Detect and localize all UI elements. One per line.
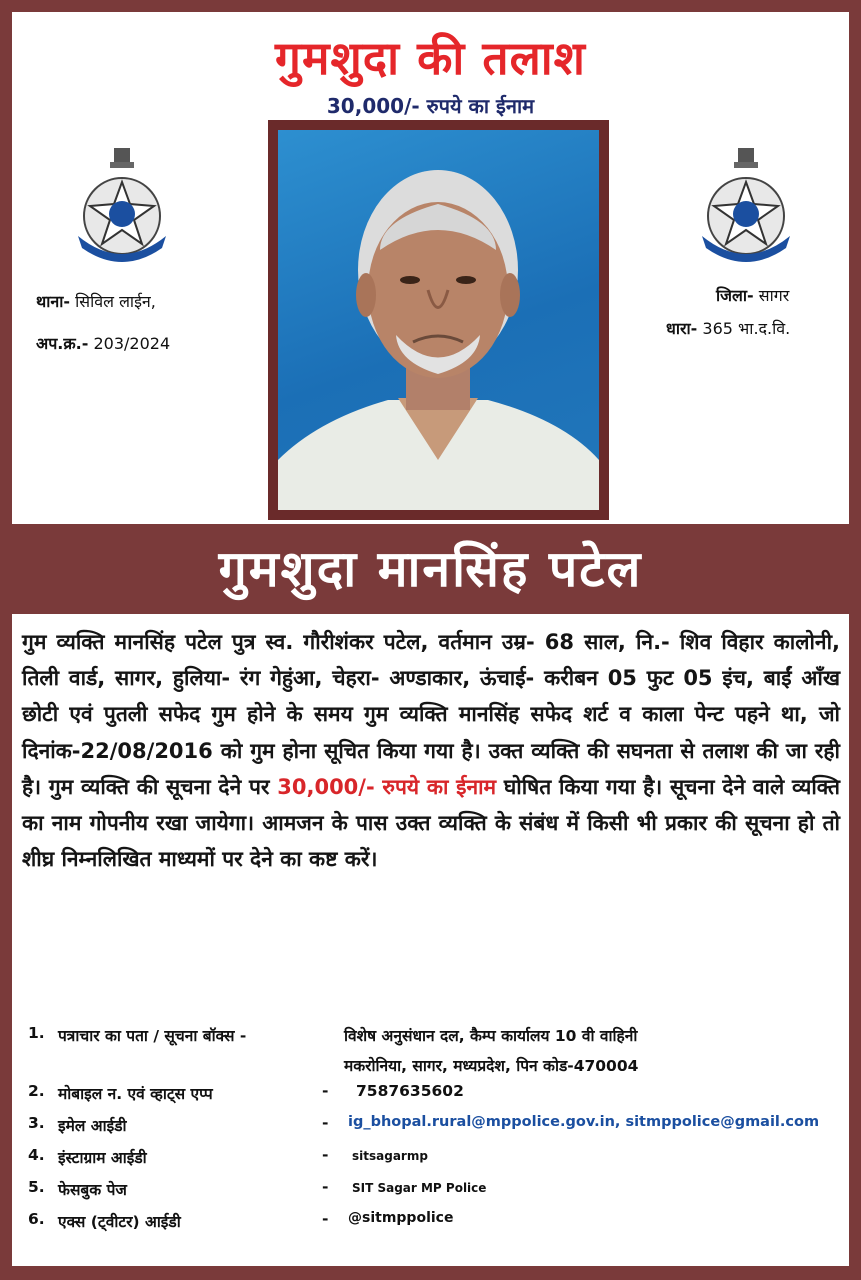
description-part2: घोषित किया गया है। सूचना देने वाले व्यक्ति का नाम गोपनीय रखा जायेगा। आमजन के पास उक्त व्यक्ति के संबंध में किसी भी प्रकार की सूचना हो तो शीघ्र निम्नलिखित माध्यमों पर देने का कष्ट करें। [22,774,841,872]
description-text [22,624,840,877]
contact-row-mobile [22,1082,840,1114]
contact-dash: - [322,1146,329,1164]
contact-number: 1. [28,1024,45,1042]
station-label: थाना- [36,292,71,311]
reward-line: 30,000/- रुपये का ईनाम [326,94,535,118]
station-value: सिविल लाईन, [75,292,156,311]
contact-label: एक्स (ट्वीटर) आईडी [58,1213,181,1231]
reward-highlight: 30,000/- रुपये का ईनाम [277,774,497,799]
contact-row-twitter [22,1210,840,1242]
contact-value: sitsagarmp [352,1149,428,1163]
police-emblem-icon [70,144,174,264]
contact-row-email [22,1114,840,1146]
contact-number: 3. [28,1114,45,1132]
contact-value: SIT Sagar MP Police [352,1181,487,1195]
contact-dash: - [322,1178,329,1196]
contact-label: इमेल आईडी [58,1117,127,1135]
missing-person-photo [278,130,599,510]
bottom-panel [12,614,849,1266]
station-info [36,290,156,312]
description-part1: गुम व्यक्ति मानसिंह पटेल पुत्र स्व. गौरीशंकर पटेल, वर्तमान उम्र- 68 साल, नि.- शिव विहार कालोनी, तिली वार्ड, सागर, हुलिया- रंग गेहुंआ, चेहरा- अण्डाकार, ऊंचाई- करीबन 05 फुट 05 इंच, बाईं आँख छोटी एवं पुतली सफेद गुम होने के समय गुम व्यक्ति मानसिंह सफेद शर्ट व काला पेन्ट पहने था, जो दिनांक-22/08/2016 को गुम होना सूचित किया गया है। उक्त व्यक्ति की सघनता से तलाश की जा रही है। गुम व्यक्ति की सूचना देने पर [22,630,840,799]
contact-label: मोबाइल न. एवं व्हाट्स एप्प [58,1085,213,1103]
section-value: 365 भा.द.वि. [702,319,791,338]
contact-row-facebook [22,1178,840,1210]
district-info [716,284,789,306]
section-info [666,317,790,339]
contact-dash: - [322,1082,329,1100]
contact-dash: - [322,1114,329,1132]
top-panel [12,12,849,524]
missing-person-banner: गुमशुदा मानसिंह पटेल [218,540,643,598]
contact-number: 6. [28,1210,45,1228]
district-label: जिला- [716,286,754,305]
contact-list [22,1024,840,1242]
contact-number: 2. [28,1082,45,1100]
contact-email-link[interactable]: ig_bhopal.rural@mppolice.gov.in, sitmppolice@gmail.com [348,1114,820,1130]
contact-number: 5. [28,1178,45,1196]
case-info [36,332,170,354]
case-label: अप.क्र.- [36,334,89,353]
contact-value: विशेष अनुसंधान दल, कैम्प कार्यालय 10 वी वाहिनी [344,1027,638,1045]
poster-title: गुमशुदा की तलाश [275,31,586,85]
person-portrait-icon [278,130,599,510]
contact-value: @sitmppolice [348,1210,454,1226]
photo-frame [268,120,609,520]
contact-dash: - [322,1210,329,1228]
district-value: सागर [758,286,790,305]
contact-row-address [22,1024,840,1082]
contact-number: 4. [28,1146,45,1164]
contact-row-instagram [22,1146,840,1178]
contact-label: फेसबुक पेज [58,1181,127,1199]
section-label: धारा- [666,319,698,338]
contact-value: 7587635602 [356,1082,464,1100]
contact-label: पत्राचार का पता / सूचना बॉक्स - [58,1027,247,1045]
case-value: 203/2024 [93,334,171,353]
police-emblem-icon [694,144,798,264]
contact-value-line2: मकरोनिया, सागर, मध्यप्रदेश, पिन कोड-470004 [344,1057,639,1075]
contact-label: इंस्टाग्राम आईडी [58,1149,147,1167]
